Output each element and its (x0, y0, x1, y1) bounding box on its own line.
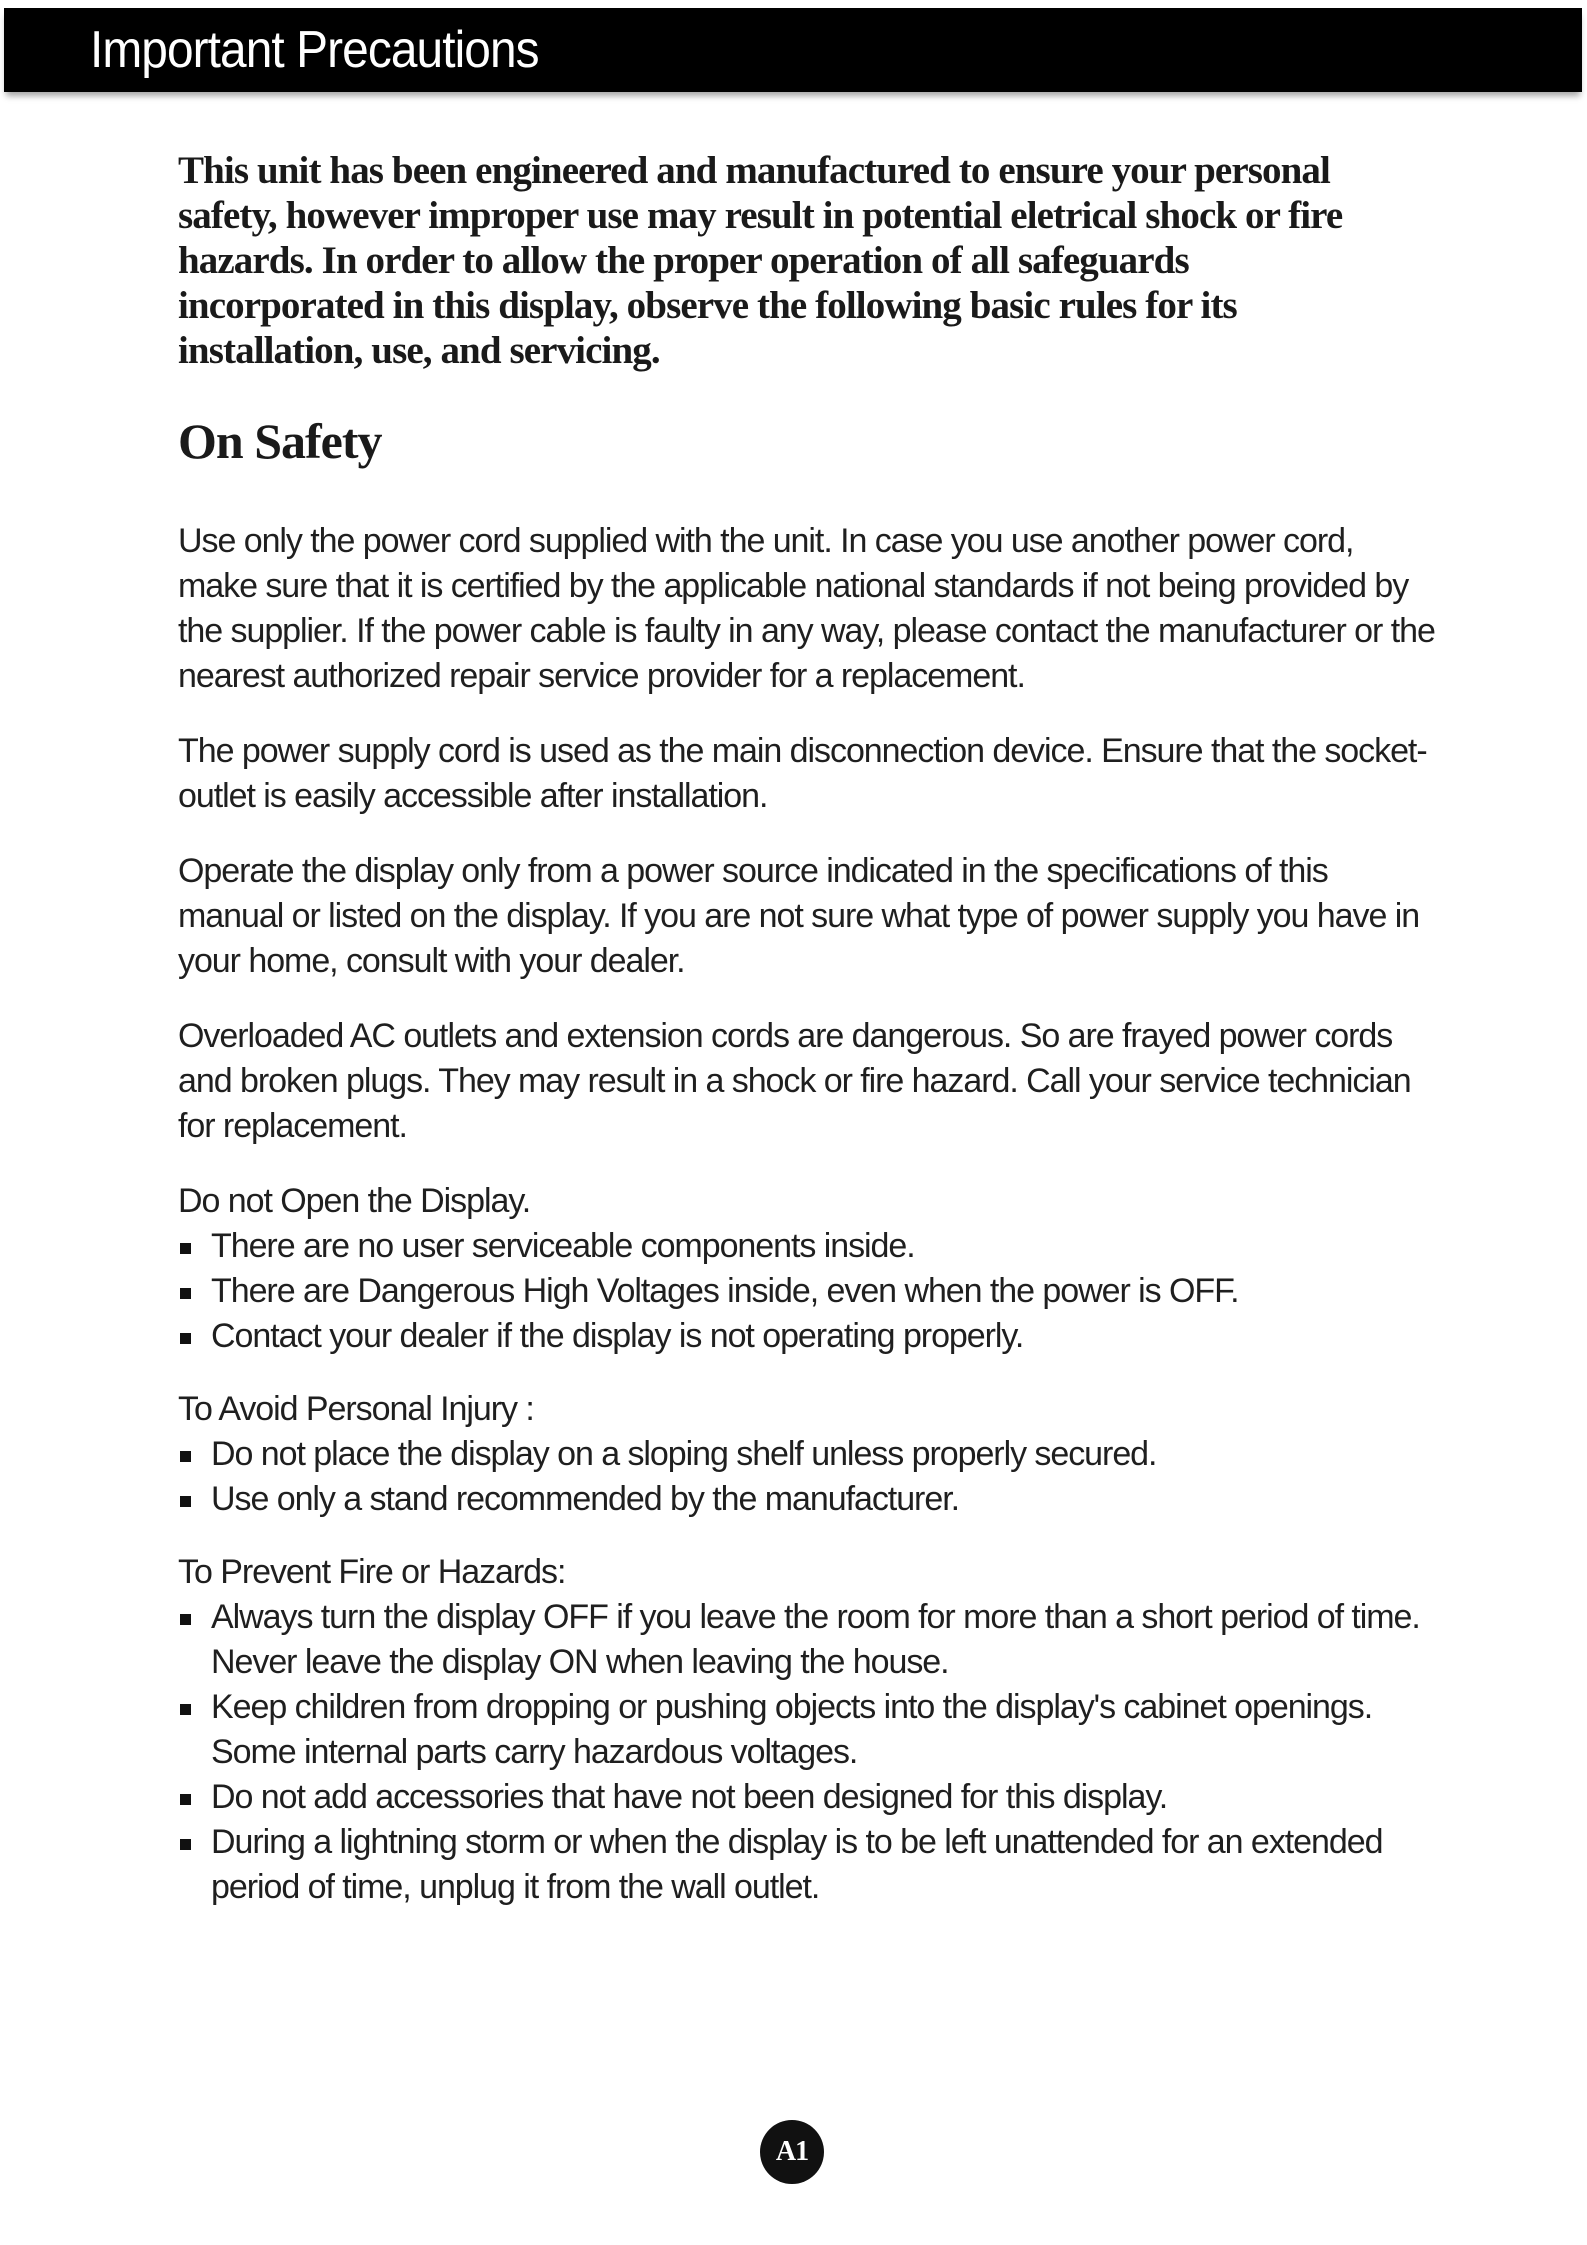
group-heading: Do not Open the Display. (178, 1182, 531, 1220)
page-title: Important Precautions (90, 21, 539, 79)
bullet-square-icon (180, 1839, 191, 1850)
list-item (178, 1224, 1438, 1269)
bullet-list (178, 1432, 1438, 1522)
list-item (178, 1685, 1438, 1775)
group-do-not-open (178, 1179, 1438, 1359)
paragraph-overloaded-outlets: Overloaded AC outlets and extension cords are dangerous. So are frayed power cords and broken plugs. They may result in a shock or fire hazard. Call your service technician for replacement. (178, 1017, 1411, 1145)
list-item-text: There are Dangerous High Voltages inside, even when the power is OFF. (211, 1272, 1239, 1310)
paragraph-power-cord: Use only the power cord supplied with the unit. In case you use another power cord, make sure that it is certified by the applicable national standards if not being provided by the supplier. If the power cable is faulty in any way, please contact the manufacturer or the nearest authorized repair service provider for a replacement. (178, 522, 1435, 695)
group-avoid-injury (178, 1387, 1438, 1522)
list-item-text: Do not place the display on a sloping shelf unless properly secured. (211, 1435, 1157, 1473)
bullet-square-icon (180, 1243, 191, 1254)
list-item (178, 1775, 1438, 1820)
header-bar (4, 8, 1582, 92)
bullet-square-icon (180, 1794, 191, 1805)
group-heading: To Avoid Personal Injury : (178, 1390, 534, 1428)
paragraph-disconnection: The power supply cord is used as the main disconnection device. Ensure that the socket-outlet is easily accessible after installation. (178, 732, 1427, 815)
paragraph-power-source: Operate the display only from a power source indicated in the specifications of this manual or listed on the display. If you are not sure what type of power supply you have in your home, consult with your dealer. (178, 852, 1420, 980)
list-item (178, 1595, 1438, 1685)
group-heading: To Prevent Fire or Hazards: (178, 1553, 566, 1591)
list-item-text: Do not add accessories that have not been designed for this display. (211, 1778, 1168, 1816)
intro-text: This unit has been engineered and manufactured to ensure your personal safety, however improper use may result in potential eletrical shock or fire hazards. In order to allow the proper operation of all safeguards incorporated in this display, observe the following basic rules for its installation, use, and servicing. (178, 149, 1343, 372)
list-item (178, 1820, 1438, 1910)
group-prevent-fire (178, 1550, 1438, 1910)
page-number-badge: A1 (760, 2120, 824, 2184)
list-item-text: Contact your dealer if the display is not operating properly. (211, 1317, 1024, 1355)
list-item (178, 1432, 1438, 1477)
bullet-list (178, 1224, 1438, 1359)
bullet-list (178, 1595, 1438, 1910)
list-item-text: Use only a stand recommended by the manufacturer. (211, 1480, 959, 1518)
list-item (178, 1314, 1438, 1359)
list-item-text: During a lightning storm or when the display is to be left unattended for an extended period of time, unplug it from the wall outlet. (211, 1823, 1383, 1906)
section-title: On Safety (178, 413, 382, 469)
bullet-square-icon (180, 1451, 191, 1462)
main-content (178, 148, 1438, 1938)
list-item (178, 1269, 1438, 1314)
bullet-square-icon (180, 1288, 191, 1299)
bullet-square-icon (180, 1614, 191, 1625)
bullet-square-icon (180, 1333, 191, 1344)
list-item-text: There are no user serviceable components inside. (211, 1227, 915, 1265)
bullet-square-icon (180, 1704, 191, 1715)
bullet-square-icon (180, 1496, 191, 1507)
list-item (178, 1477, 1438, 1522)
list-item-text: Keep children from dropping or pushing objects into the display's cabinet openings. Some internal parts carry hazardous voltages. (211, 1688, 1373, 1771)
list-item-text: Always turn the display OFF if you leave the room for more than a short period of time. Never leave the display ON when leaving the house. (211, 1598, 1420, 1681)
